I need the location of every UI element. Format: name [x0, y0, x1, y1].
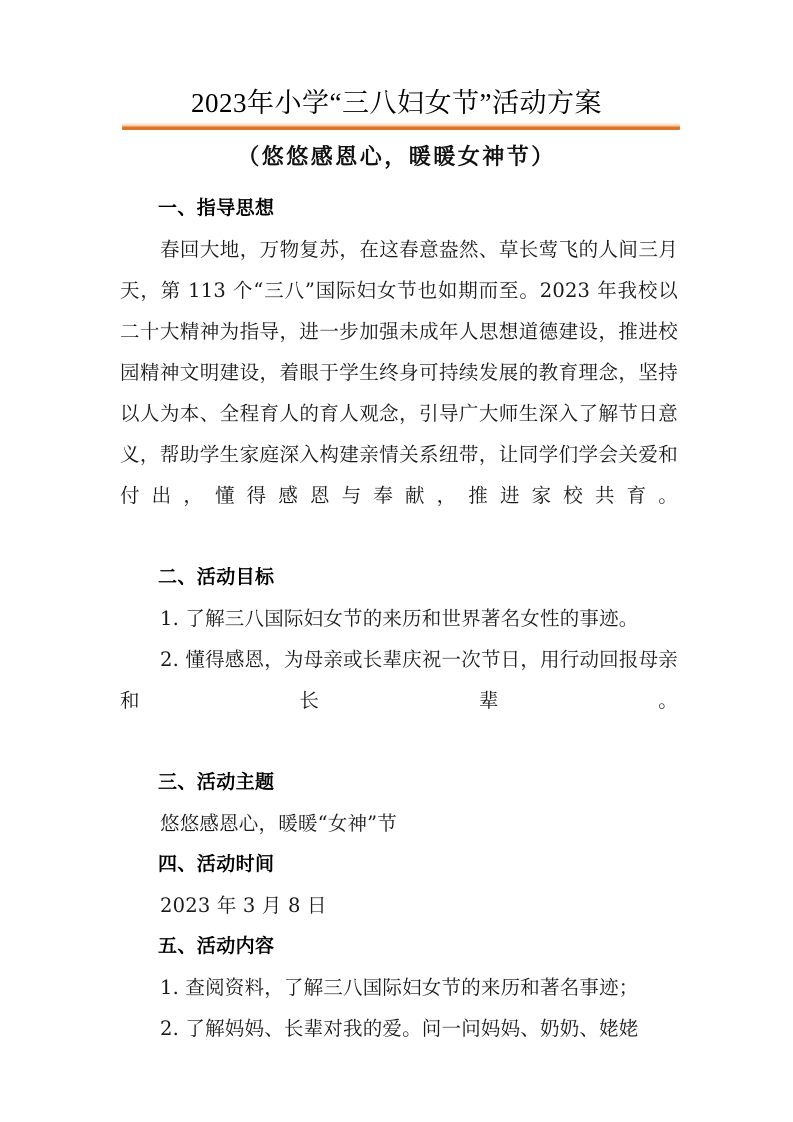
list-item: 1. 查阅资料，了解三八国际妇女节的来历和著名事迹；	[160, 976, 639, 999]
section-activity-goals	[120, 557, 678, 762]
section-heading: 二、活动目标	[158, 566, 275, 588]
paragraph: 春回大地，万物复苏，在这春意盎然、草长莺飞的人间三月天，第 113 个“三八”国际妇女节也如期而至。2023 年我校以二十大精神为指导，进一步加强未成年人思想道德建设，推进校园精神文明建设，着眼于学生终身可持续发展的教育理念，坚持以人为本、全程育人的育人观念，引导广大师生深入了解节日意义，帮助学生家庭深入构建亲情关系纽带，让同学们学会关爱和付出，懂得感恩与奉献，推进家校共育。	[120, 238, 678, 507]
list-item: 2. 了解妈妈、长辈对我的爱。问一问妈妈、奶奶、姥姥	[160, 1017, 639, 1040]
section-heading: 四、活动时间	[158, 853, 275, 875]
orange-horizontal-rule	[122, 123, 680, 130]
list-item: 2. 懂得感恩，为母亲或长辈庆祝一次节日，用行动回报母亲和长辈。	[120, 648, 678, 712]
title-divider-wrap	[0, 123, 793, 130]
document-title-block	[0, 0, 793, 172]
document-body	[0, 188, 793, 1049]
paragraph: 2023 年 3 月 8 日	[160, 894, 327, 917]
paragraph: 悠悠感恩心，暖暖“女神”节	[160, 812, 398, 835]
section-heading: 五、活动内容	[158, 935, 275, 957]
section-guiding-thoughts	[120, 188, 678, 557]
section-activity-time	[120, 844, 678, 926]
section-heading: 三、活动主题	[158, 771, 275, 793]
section-activity-theme	[120, 762, 678, 844]
page-subtitle: （悠悠感恩心，暖暖女神节）	[237, 144, 556, 170]
list-item: 1. 了解三八国际妇女节的来历和世界著名女性的事迹。	[160, 607, 639, 630]
page-title: 2023年小学“三八妇女节”活动方案	[191, 88, 602, 118]
section-activity-content	[120, 926, 678, 1049]
section-heading: 一、指导思想	[158, 197, 275, 219]
